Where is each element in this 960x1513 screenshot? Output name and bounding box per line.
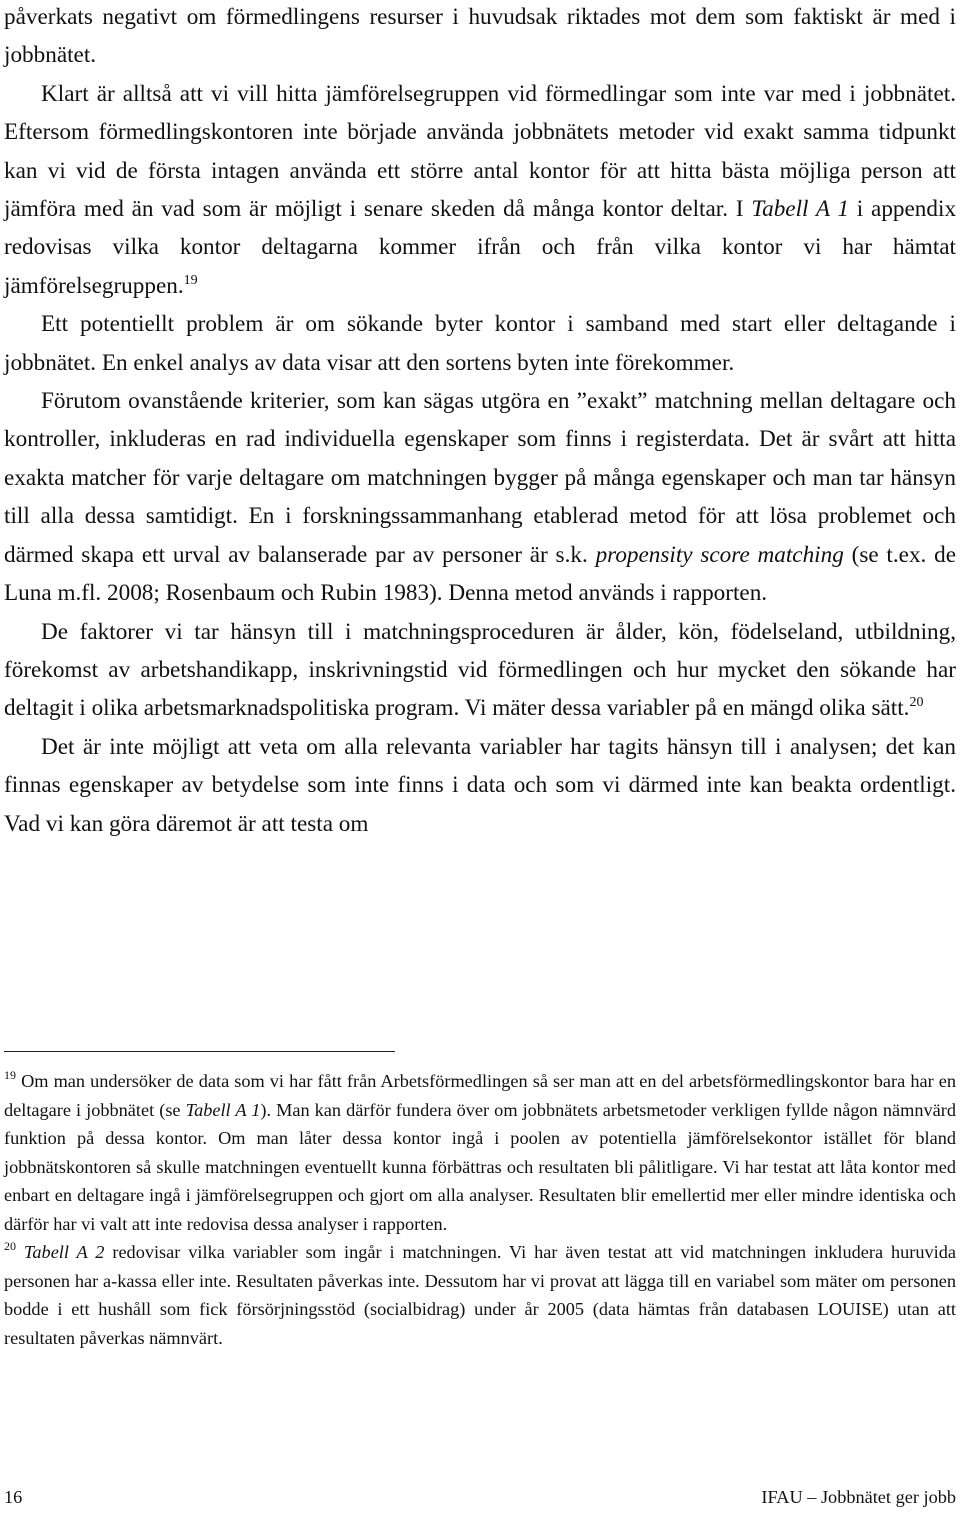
footnote-ref-19[interactable]: 19: [183, 272, 198, 288]
body-text: [4, 0, 956, 843]
table-reference: Tabell A 1: [185, 1099, 261, 1120]
table-reference: Tabell A 1: [751, 196, 849, 223]
method-term: propensity score matching: [595, 541, 844, 568]
paragraph-5: De faktorer vi tar hänsyn till i matchningsproceduren är ålder, kön, födelseland, utbildning, förekomst av arbetshandikapp, inskrivningstid vid förmedlingen och hur mycket den sökande har deltagit i olika arbetsmarknadspolitiska program. Vi mäter dessa variabler på en mängd olika sätt.$^{20}$: [4, 618, 956, 722]
footnote-number: 20: [4, 1239, 16, 1253]
paragraph-4: Förutom ovanstående kriterier, som kan sägas utgöra en ”exakt” matchning mellan deltagare och kontroller, inkluderas en rad individuella egenskaper som finns i registerdata. Det är svårt att hitta exakta matcher för varje deltagare om matchningen bygger på många egenskaper och man tar hänsyn till alla dessa samtidigt. En i forskningssammanhang etablerad metod för att lösa problemet och därmed skapa ett urval av balanserade par av personer är s.k. propensity score matching (se t.ex. de Luna m.fl. 2008; Rosenbaum och Rubin 1983). Denna metod används i rapporten.: [4, 388, 956, 607]
footnote-20: $^{20}$ Tabell A 2 redovisar vilka variabler som ingår i matchningen. Vi har även testat att vid matchningen inkludera huruvida personen har a-kassa eller inte. Resultaten påverkas inte. Dessutom har vi provat att lägga till en variabel som mäter om personen bodde i ett hushåll som fick försörjningsstöd (socialbidrag) under år 2005 (data hämtas från databasen LOUISE) utan att resultaten påverkas nämnvärt.: [4, 1239, 956, 1348]
paragraph-1: påverkats negativt om förmedlingens resurser i huvudsak riktades mot dem som faktiskt är med i jobbnätet.: [4, 4, 956, 69]
page-number: 16: [4, 1487, 23, 1507]
paragraph-3: Ett potentiellt problem är om sökande byter kontor i samband med start eller deltagande i jobbnätet. En enkel analys av data visar att den sortens byten inte förekommer.: [4, 311, 956, 376]
footnote-19: $^{19}$ Om man undersöker de data som vi har fått från Arbetsförmedlingen så ser man att en del arbetsförmedlingskontor bara har en deltagare i jobbnätet (se Tabell A 1). Man kan därför fundera över om jobbnätets arbetsmetoder verkligen fyllde någon nämnvärd funktion på dessa kontor. Om man låter dessa kontor ingå i poolen av potentiella jämförelsekontor istället för bland jobbnätskontoren så skulle matchningen eventuellt kunna förbättras och resultaten bli pålitligare. Vi har testat att låta kontor med enbart en deltagare ingå i jämförelsegruppen och gjort om alla analyser. Resultaten blir emellertid mer eller mindre identiska och därför har vi valt att inte redovisa dessa analyser i rapporten.: [4, 1068, 956, 1234]
footnotes: [4, 1067, 956, 1352]
footnote-ref-20[interactable]: 20: [909, 695, 924, 711]
paragraph-2: Klart är alltså att vi vill hitta jämförelsegruppen vid förmedlingar som inte var med i jobbnätet. Eftersom förmedlingskontoren inte började använda jobbnätets metoder vid exakt samma tidpunkt kan vi vid de första intagen använda ett större antal kontor för att hitta bästa möjliga person att jämföra med än vad som är möjligt i senare skeden då många kontor deltar. I Tabell A 1 i appendix redovisas vilka kontor deltagarna kommer ifrån och från vilka kontor vi har hämtat jämförelsegruppen.$^{19}$: [4, 80, 957, 299]
running-title: IFAU – Jobbnätet ger jobb: [761, 1487, 956, 1507]
footnote-separator: [4, 1051, 395, 1052]
table-reference: Tabell A 2: [23, 1242, 105, 1262]
paragraph-6: Det är inte möjligt att veta om alla relevanta variabler har tagits hänsyn till i analysen; det kan finnas egenskaper av betydelse som inte finns i data och som vi därmed inte kan beakta ordentligt. Vad vi kan göra däremot är att testa om: [4, 733, 956, 837]
footnote-number: 19: [4, 1068, 16, 1082]
